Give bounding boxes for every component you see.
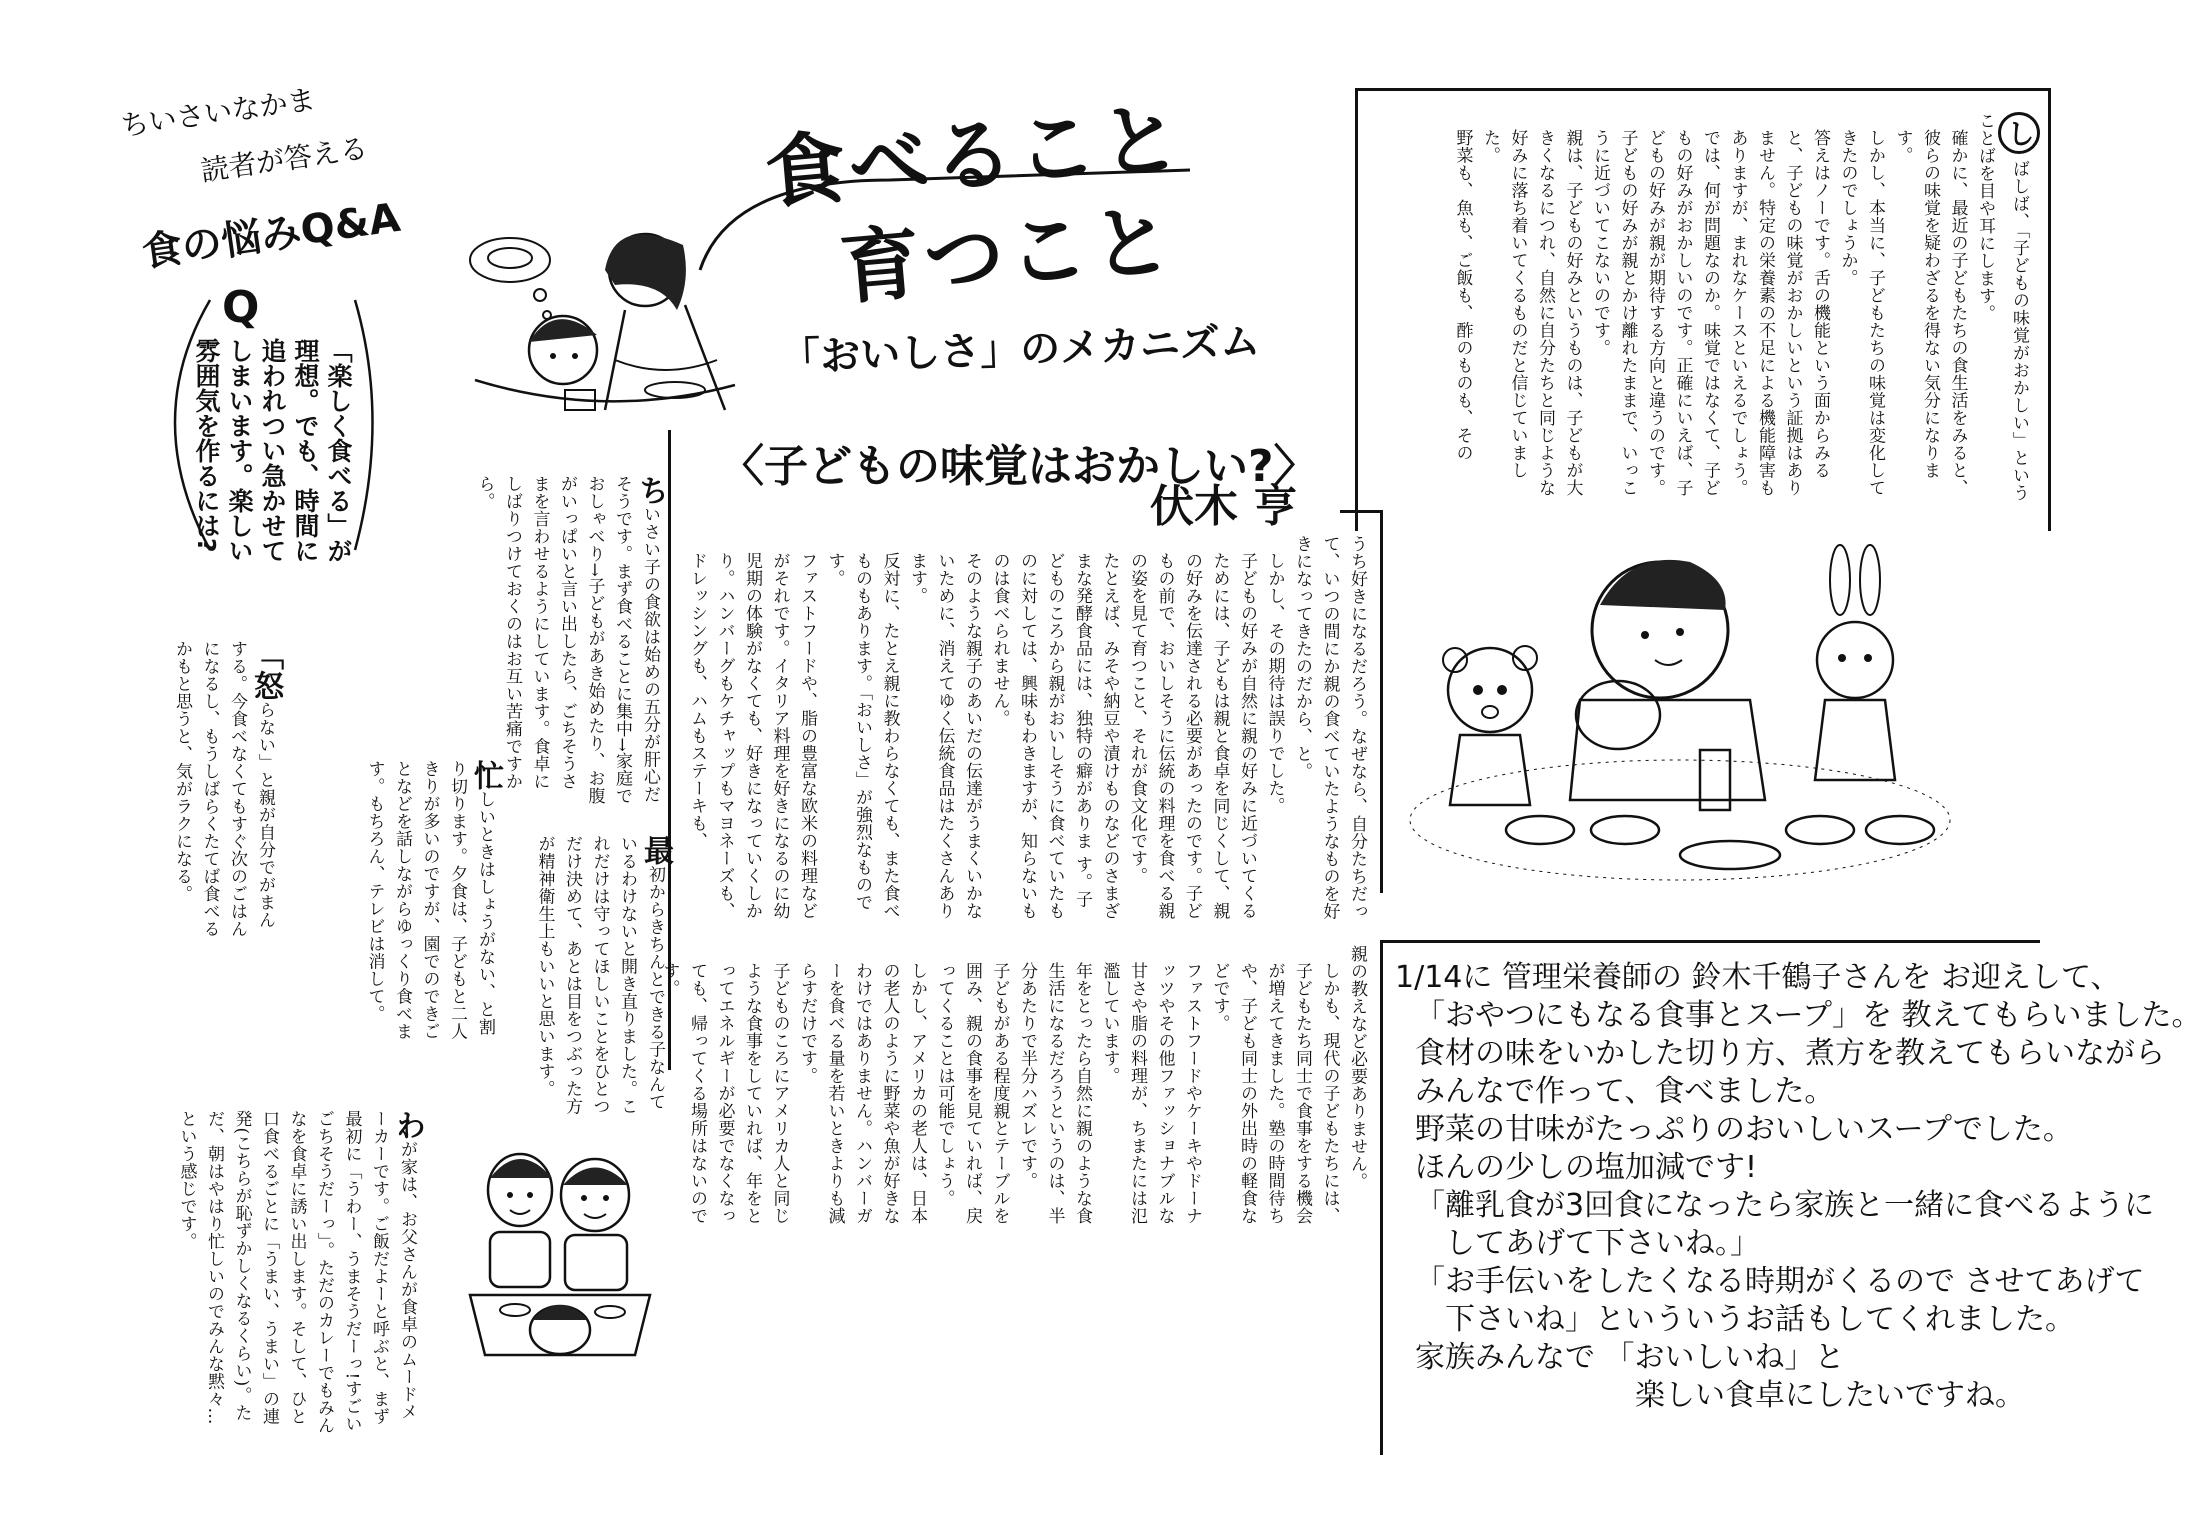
- note-line: してあげて下さいね。」: [1445, 1226, 1760, 1261]
- answer-okoranai: [115, 640, 283, 940]
- intro-paragraph: 親は、子どもの好みというものは、子どもが大きくなるにつれ、自然に自分たちと同じような好みに落ち着いてくるものだと信じていました。: [1480, 129, 1583, 497]
- article-author: 伏木 亨: [1150, 481, 1298, 532]
- article-paragraph: うち好きになるだろう。なぜなら、自分たちだって、いつの間にか親の食べていたようなものを好きになってきたのだから、と。: [1292, 535, 1367, 920]
- answer-text: が家は、お父さんが食卓のムードメーカーです。ご飯だよーと呼ぶと、まず最初に「うわー、うまそうだーっ!すごいごちそうだーっ」。ただのカレーでもみんなを食卓に誘い出します。そして、ひと口食べるごとに「うまい、うまい」の連発(こちらが恥ずかしくなるくらい)。ただ、朝はやはり忙しいのでみんな黙々…という感じです。: [176, 1110, 417, 1434]
- qa-question: 「楽しく食べる」が理想。でも、時間に追われつい急かせてしまいます。楽しい雰囲気を作るには?: [192, 338, 353, 563]
- answer-text: 初からきちんとできる子なんているわけないと開き直りました。これだけは守ってほしいことをひとつだけ決めて、あとは目をつぶった方が精神衛生上もいいと思います。: [534, 835, 665, 1115]
- handwritten-note: [1380, 940, 2202, 1455]
- note-line: 食材の味をいかした切り方、煮方を教えてもらいながら: [1415, 1036, 2165, 1071]
- intro-paragraph: では、何が問題なのか。味覚ではなくて、子どもの好みがおかしいのです。正確にいえば、子どもの好みが親が期待する方向と違うのです。子どもの好みが親とかけ離れたままで、いっこうに近づいてこないのです。: [1590, 129, 1720, 497]
- answer-chi: [395, 475, 668, 805]
- note-line: 楽しい食卓にしたいですね。: [1635, 1378, 2025, 1413]
- article-paragraph: しかし、アメリカの老人は、日本の老人のように野菜や魚が好きなわけではありません。ハンバーガーを食べる量を若いときよりも減らすだけです。: [797, 962, 927, 1225]
- q-mark: Q: [222, 282, 260, 333]
- article-title: 〈子どもの味覚はおかしい?〉: [720, 441, 1318, 492]
- title-swoosh: [690, 140, 1210, 290]
- note-line: 「おやつにもなる食事とスープ」を 教えてもらいました。: [1415, 998, 2202, 1033]
- article-paragraph: 反対に、たとえ親に教わらなくても、また食べものもあります。「おいしさ」が強烈なものです。: [824, 552, 900, 920]
- intro-paragraph: 確かに、最近の子どもたちの食生活をみると、彼らの味覚を疑わざるを得ない気分になります。: [1892, 129, 1968, 497]
- family-dinner-illustration: [460, 1140, 660, 1380]
- answer-initial: 「怒: [248, 640, 283, 701]
- article-paragraph: そのような親子のあいだの伝達がうまくいかないために、消えてゆく伝統食品はたくさんあります。: [907, 552, 982, 920]
- main-title-line2: 育つこと: [836, 193, 1180, 316]
- answer-text: いさい子の食欲は始めの五分が肝心だそうです。まず食べることに集中→家庭でおしゃべり→子どもがあき始めたり、お腹がいっぱいと言い出したら、ごちそうさまを言わせるようにしています。食卓にしばりつけておくのはお互い苦痛ですから。: [474, 475, 660, 805]
- article-paragraph: ファストフードや、脂の豊富な欧米の料理などがそれです。イタリア料理を好きになるのに幼児期の体験がなくても、好きになっていくしかり。ハンバーグもケチャップもマヨネーズも、ドレッシングも、ハムもステーキも、: [687, 552, 817, 920]
- article-paragraph: 子どもの好みが自然に親の好みに近づいてくるためには、子どもは親と食卓を同じくして、親の好みを伝達される必要があったのです。子どもの前で、おいしそうに伝統の料理を食べる親の姿を見て育つこと、それが食文化です。: [1127, 552, 1257, 920]
- intro-paragraph: 野菜も、魚も、ご飯も、酢のものも、その: [1452, 129, 1473, 462]
- article-paragraph: ファストフードやケーキやドーナッツやその他ファッショナブルな甘さや脂の料理が、ちまたには氾濫しています。: [1099, 962, 1202, 1225]
- qa-readers-label: 読者が答える: [198, 131, 370, 188]
- article-upper-band: [680, 535, 1370, 925]
- note-line: 「お手伝いをしたくなる時期がくるので させてあげて: [1415, 1264, 2145, 1299]
- note-line: 野菜の甘味がたっぷりのおいしいスープでした。: [1415, 1112, 2073, 1147]
- article-paragraph: 子どものころにアメリカ人と同じような食事をしていれば、年をとってエネルギーが必要でなくなっても、帰ってくる場所はないのです。: [659, 962, 790, 1225]
- answer-text: らない」と親が自分でがまんする。今食べなくてもすぐ次のごはんになるし、もうしばらくたてば食べるかもと思うと、気がラクになる。: [172, 640, 275, 938]
- note-line: 「離乳食が3回食になったら家族と一緒に食べるように: [1415, 1188, 2155, 1223]
- qa-series-label: ちいさいなかま: [118, 82, 318, 143]
- article-intro: [1372, 112, 2040, 512]
- main-title-line1: 食べること: [761, 91, 1189, 221]
- main-subtitle: 「おいしさ」のメカニズム: [779, 318, 1261, 382]
- intro-paragraph: しばしば、「子どもの味覚がおかしい」ということばを目や耳にします。: [1971, 112, 2041, 512]
- intro-initial: し: [1998, 112, 2040, 154]
- note-line: みんなで作って、食べました。: [1415, 1074, 1835, 1109]
- article-paragraph: 年をとったら自然に親のような食生活になるだろうというのは、半分あたりで半分ハズレです。: [1017, 962, 1092, 1225]
- qa-title: 食の悩みQ&A: [139, 194, 403, 277]
- article-paragraph: しかも、現代の子どもたちには、子どもたち同士で食事をする機会が増えてきました。塾の時間待ちや、子ども同士の外出時の軽食などです。: [1209, 962, 1340, 1225]
- note-line: 下さいね」といういうお話もしてくれました。: [1445, 1302, 2075, 1337]
- article-paragraph: 親の教えなど必要ありません。: [1347, 945, 1367, 1190]
- note-line: ほんの少しの塩加減です!: [1415, 1150, 1758, 1185]
- answer-initial: わ: [390, 1110, 425, 1141]
- answer-initial: 忙: [468, 760, 503, 791]
- note-line: 家族みんなで 「おいしいね」と: [1415, 1340, 1845, 1375]
- answer-initial: ち: [633, 475, 668, 506]
- article-paragraph: しかし、その期待は誤りでした。: [1264, 552, 1285, 815]
- intro-paragraph: しかし、本当に、子どもたちの味覚は変化してきたのでしょうか。: [1837, 129, 1885, 497]
- intro-paragraph: 答えはノーです。舌の機能という面からみると、子どもの味覚がおかしいという証拠はありません。特定の栄養素の不足による機能障害もありますが、まれなケースといえるでしょう。: [1727, 129, 1830, 497]
- note-line: 1/14に 管理栄養師の 鈴木千鶴子さんを お迎えして、: [1395, 960, 2121, 995]
- answer-waga: [102, 1110, 425, 1435]
- answer-text: しいときはしょうがない、と割り切ります。夕食は、子どもと二人きりが多いのですが、園でのできごとなどを話しながらゆっくり食べます。もちろん、テレビは消して。: [364, 760, 495, 1040]
- article-paragraph: たとえば、みそや納豆や漬けものなどのさまざまな発酵食品には、独特の癖がありま す。子どものころから親がおいしそうに食べていたものに対しては、興味もわきますが、知らないものは食べられません。: [989, 552, 1120, 920]
- answer-bou: [285, 760, 503, 1050]
- answer-initial: 最: [638, 835, 673, 866]
- article-paragraph: 子どもがある程度親とテーブルを囲み、親の食事を見ていれば、戻ってくることは可能でしょう。: [934, 962, 1010, 1225]
- article-lower-band: [659, 945, 1370, 1230]
- children-eating-illustration: [1400, 540, 1960, 890]
